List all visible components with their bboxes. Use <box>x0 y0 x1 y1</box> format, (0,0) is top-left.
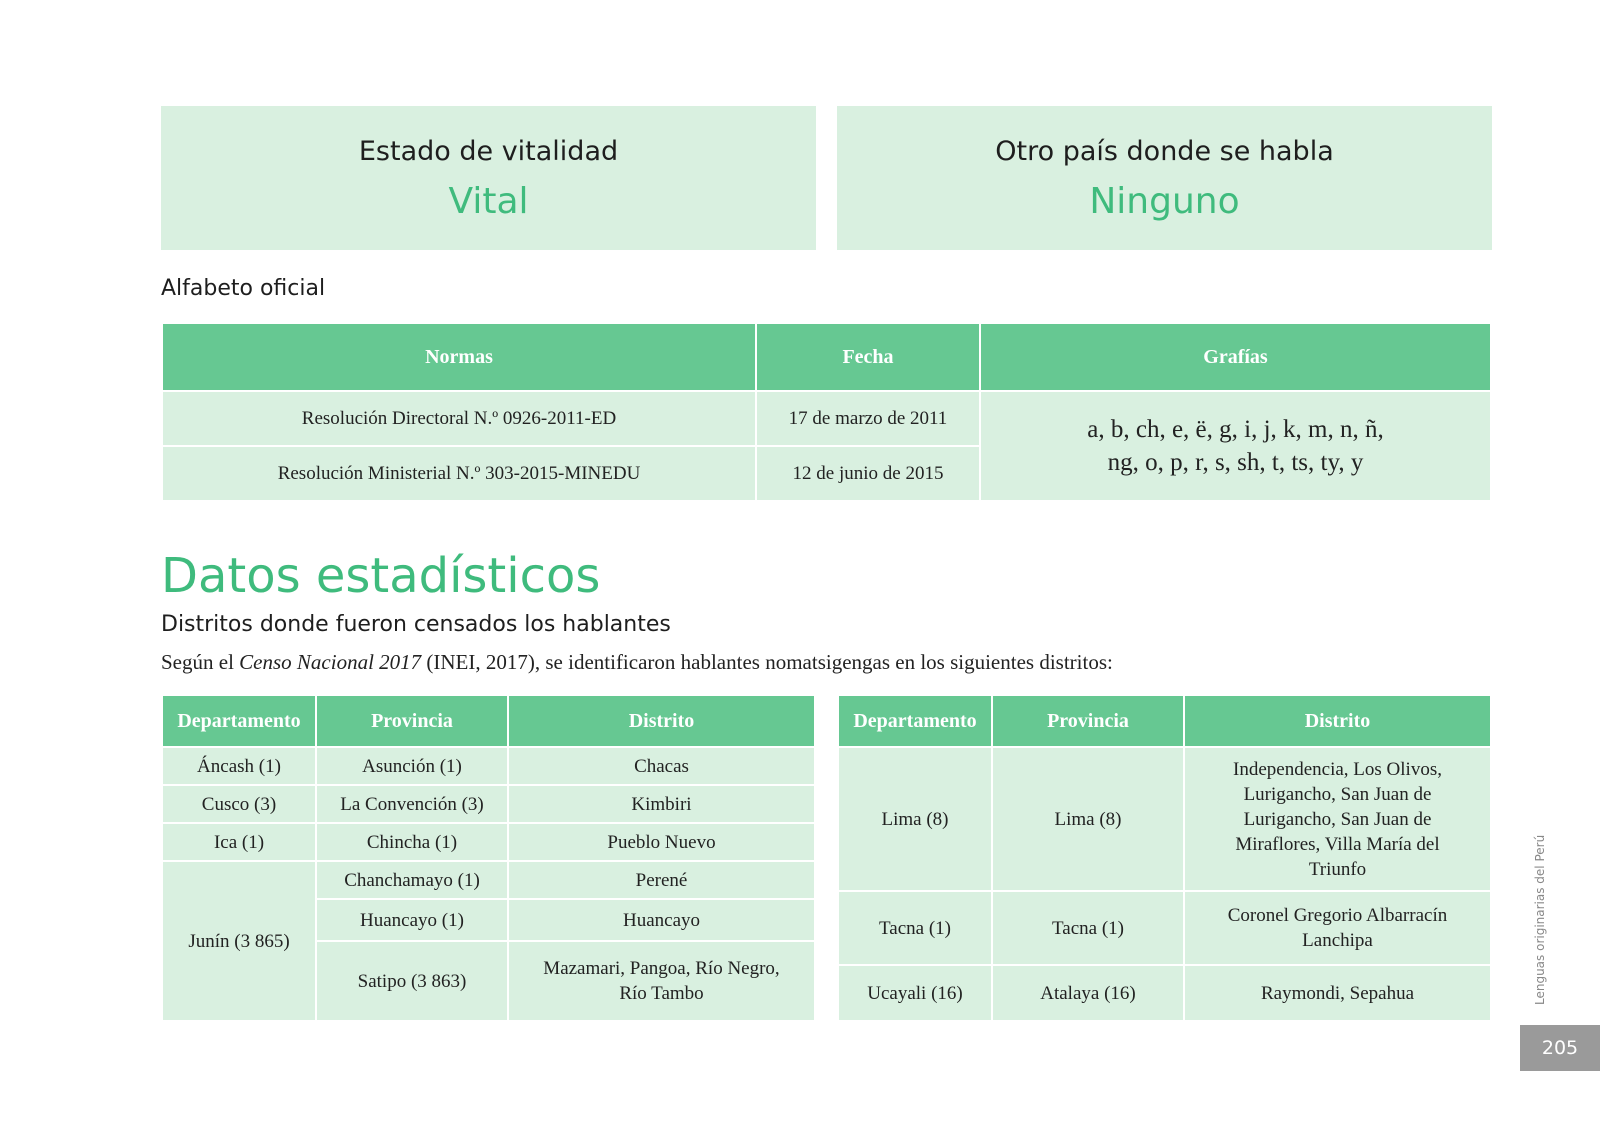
otro-pais-box <box>837 106 1492 250</box>
table-row <box>838 747 1491 891</box>
section-subtitle: Distritos donde fueron censados los hablantes <box>161 612 671 637</box>
grafias-cell <box>980 391 1491 501</box>
provincia-cell: Chincha (1) <box>316 823 508 861</box>
table-row <box>162 823 815 861</box>
grafias-line: ng, o, p, r, s, sh, t, ts, ty, y <box>1107 449 1364 476</box>
section-title: Datos estadísticos <box>161 548 601 604</box>
departamento-cell: Tacna (1) <box>838 891 992 965</box>
distrito-line: Mazamari, Pangoa, Río Negro, <box>543 958 780 979</box>
alfabeto-table <box>161 322 1492 502</box>
vitalidad-value: Vital <box>448 181 529 222</box>
distrito-line: Coronel Gregorio Albarracín <box>1227 905 1448 926</box>
table-row <box>162 747 815 785</box>
distrito-line: Lurigancho, San Juan de <box>1243 783 1432 805</box>
distrito-cell: Raymondi, Sepahua <box>1184 965 1491 1021</box>
side-label-text: Lenguas originarias del Perú <box>1533 834 1547 1005</box>
side-label <box>1520 830 1560 1010</box>
intro-italic: Censo Nacional 2017 <box>239 650 422 674</box>
alfabeto-heading: Alfabeto oficial <box>161 276 326 301</box>
distrito-line: Triunfo <box>1308 858 1367 880</box>
distrito-cell: Pueblo Nuevo <box>508 823 815 861</box>
provincia-cell: Lima (8) <box>992 747 1184 891</box>
departamento-cell: Lima (8) <box>838 747 992 891</box>
intro-paragraph <box>161 650 1113 675</box>
departamento-cell: Ucayali (16) <box>838 965 992 1021</box>
distritos-table-right <box>837 694 1492 1022</box>
table-header-row <box>162 695 815 747</box>
vitalidad-label: Estado de vitalidad <box>358 136 619 167</box>
header-distrito: Distrito <box>508 695 815 747</box>
departamento-cell: Ica (1) <box>162 823 316 861</box>
header-normas: Normas <box>162 323 756 391</box>
distrito-line: Lanchipa <box>1302 930 1373 951</box>
table-row <box>162 861 815 899</box>
header-fecha: Fecha <box>756 323 980 391</box>
norma-cell: Resolución Directoral N.º 0926-2011-ED <box>162 391 756 446</box>
intro-post: (INEI, 2017), se identificaron hablantes nomatsigengas en los siguientes distritos: <box>421 650 1113 674</box>
table-row <box>838 965 1491 1021</box>
table-row <box>162 785 815 823</box>
table-row <box>162 391 1491 446</box>
distrito-cell: Perené <box>508 861 815 899</box>
header-departamento: Departamento <box>162 695 316 747</box>
vitalidad-box <box>161 106 816 250</box>
provincia-cell: Huancayo (1) <box>316 899 508 941</box>
header-departamento: Departamento <box>838 695 992 747</box>
provincia-cell: La Convención (3) <box>316 785 508 823</box>
distrito-line: Miraflores, Villa María del <box>1235 833 1440 855</box>
page-number: 205 <box>1520 1025 1600 1071</box>
distrito-cell <box>508 941 815 1021</box>
otro-pais-label: Otro país donde se habla <box>995 136 1334 167</box>
table-header-row <box>162 323 1491 391</box>
provincia-cell: Atalaya (16) <box>992 965 1184 1021</box>
provincia-cell: Satipo (3 863) <box>316 941 508 1021</box>
table-header-row <box>838 695 1491 747</box>
provincia-cell: Chanchamayo (1) <box>316 861 508 899</box>
fecha-cell: 17 de marzo de 2011 <box>756 391 980 446</box>
distrito-line: Lurigancho, San Juan de <box>1243 808 1432 830</box>
header-provincia: Provincia <box>316 695 508 747</box>
otro-pais-value: Ninguno <box>1089 181 1240 222</box>
header-provincia: Provincia <box>992 695 1184 747</box>
distrito-cell <box>1184 891 1491 965</box>
distrito-line: Independencia, Los Olivos, <box>1233 758 1442 780</box>
provincia-cell: Asunción (1) <box>316 747 508 785</box>
distrito-line: Río Tambo <box>619 983 704 1004</box>
departamento-cell: Junín (3 865) <box>162 861 316 1021</box>
departamento-cell: Áncash (1) <box>162 747 316 785</box>
distrito-cell <box>1184 747 1491 891</box>
grafias-line: a, b, ch, e, ë, g, i, j, k, m, n, ñ, <box>1087 416 1384 443</box>
table-row <box>838 891 1491 965</box>
departamento-cell: Cusco (3) <box>162 785 316 823</box>
intro-pre: Según el <box>161 650 240 674</box>
header-grafias: Grafías <box>980 323 1491 391</box>
fecha-cell: 12 de junio de 2015 <box>756 446 980 501</box>
distrito-cell: Chacas <box>508 747 815 785</box>
header-distrito: Distrito <box>1184 695 1491 747</box>
distrito-cell: Huancayo <box>508 899 815 941</box>
norma-cell: Resolución Ministerial N.º 303-2015-MINEDU <box>162 446 756 501</box>
provincia-cell: Tacna (1) <box>992 891 1184 965</box>
distrito-cell: Kimbiri <box>508 785 815 823</box>
distritos-table-left <box>161 694 816 1022</box>
